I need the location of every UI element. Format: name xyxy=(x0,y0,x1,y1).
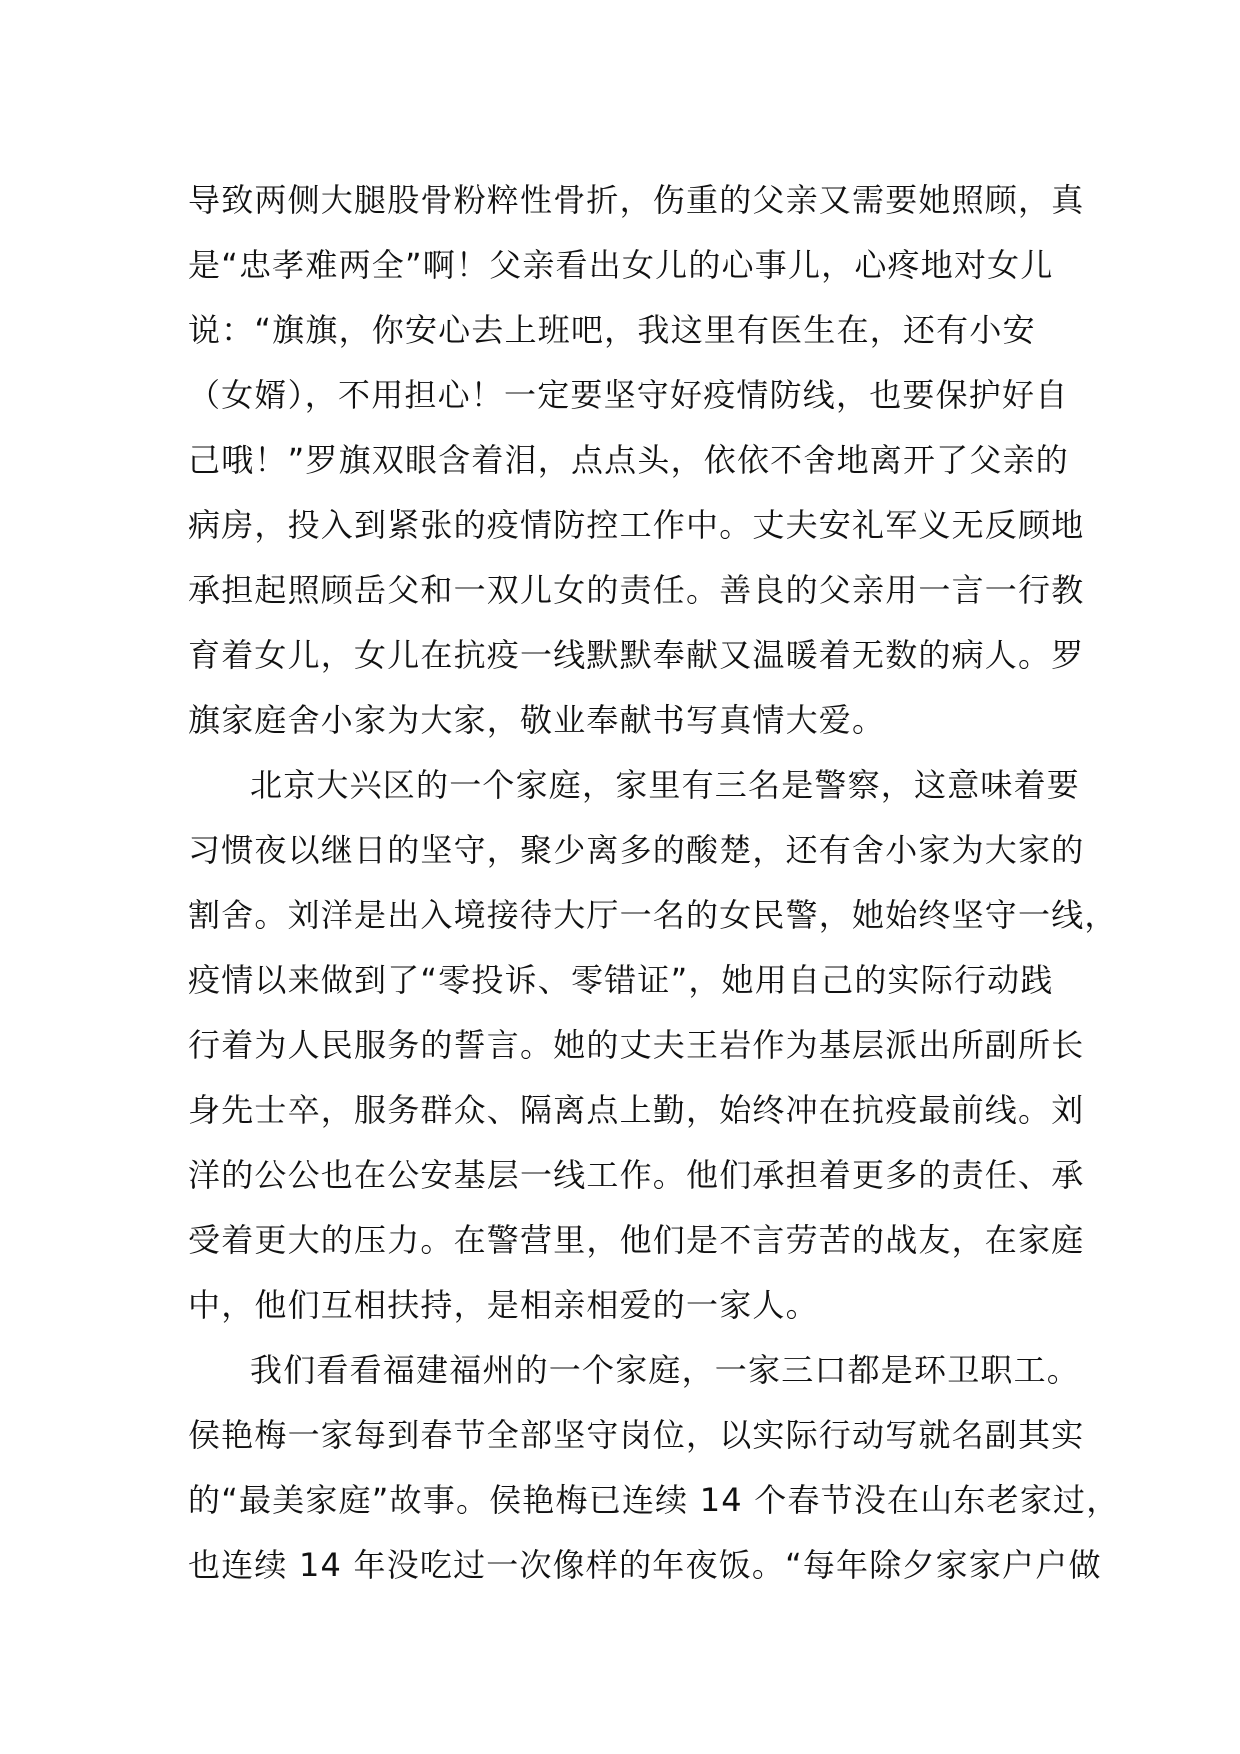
text-line: 习惯夜以继日的坚守，聚少离多的酸楚，还有舍小家为大家的 xyxy=(188,831,1085,869)
text-line: 北京大兴区的一个家庭，家里有三名是警察，这意味着要 xyxy=(250,766,1081,804)
text-line: 的“最美家庭”故事。侯艳梅已连续 14 个春节没在山东老家过， xyxy=(188,1481,1120,1519)
text-line: 己哦！”罗旗双眼含着泪，点点头，依依不舍地离开了父亲的 xyxy=(188,441,1069,479)
text-line: 导致两侧大腿股骨粉粹性骨折，伤重的父亲又需要她照顾，真 xyxy=(188,181,1085,219)
text-line: 身先士卒，服务群众、隔离点上勤，始终冲在抗疫最前线。刘 xyxy=(188,1091,1085,1129)
text-line: 割舍。刘洋是出入境接待大厅一名的女民警，她始终坚守一线， xyxy=(188,896,1118,934)
text-line: 洋的公公也在公安基层一线工作。他们承担着更多的责任、承 xyxy=(188,1156,1085,1194)
text-line: 行着为人民服务的誓言。她的丈夫王岩作为基层派出所副所长 xyxy=(188,1026,1085,1064)
text-line: 旗家庭舍小家为大家，敬业奉献书写真情大爱。 xyxy=(188,701,886,739)
text-line: 说：“旗旗，你安心去上班吧，我这里有医生在，还有小安 xyxy=(188,311,1036,349)
text-line: 是“忠孝难两全”啊！父亲看出女儿的心事儿，心疼地对女儿 xyxy=(188,246,1054,284)
text-line: 疫情以来做到了“零投诉、零错证”，她用自己的实际行动践 xyxy=(188,961,1054,999)
body-text xyxy=(188,168,1120,1598)
text-line: （女婿），不用担心！一定要坚守好疫情防线，也要保护好自 xyxy=(188,376,1069,414)
text-line: 我们看看福建福州的一个家庭，一家三口都是环卫职工。 xyxy=(250,1351,1081,1389)
text-line: 病房，投入到紧张的疫情防控工作中。丈夫安礼军义无反顾地 xyxy=(188,506,1085,544)
text-line: 中，他们互相扶持，是相亲相爱的一家人。 xyxy=(188,1286,819,1324)
text-line: 侯艳梅一家每到春节全部坚守岗位，以实际行动写就名副其实 xyxy=(188,1416,1085,1454)
text-line: 也连续 14 年没吃过一次像样的年夜饭。“每年除夕家家户户做 xyxy=(188,1546,1102,1584)
text-line: 受着更大的压力。在警营里，他们是不言劳苦的战友，在家庭 xyxy=(188,1221,1085,1259)
text-line: 承担起照顾岳父和一双儿女的责任。善良的父亲用一言一行教 xyxy=(188,571,1085,609)
text-line: 育着女儿，女儿在抗疫一线默默奉献又温暖着无数的病人。罗 xyxy=(188,636,1085,674)
